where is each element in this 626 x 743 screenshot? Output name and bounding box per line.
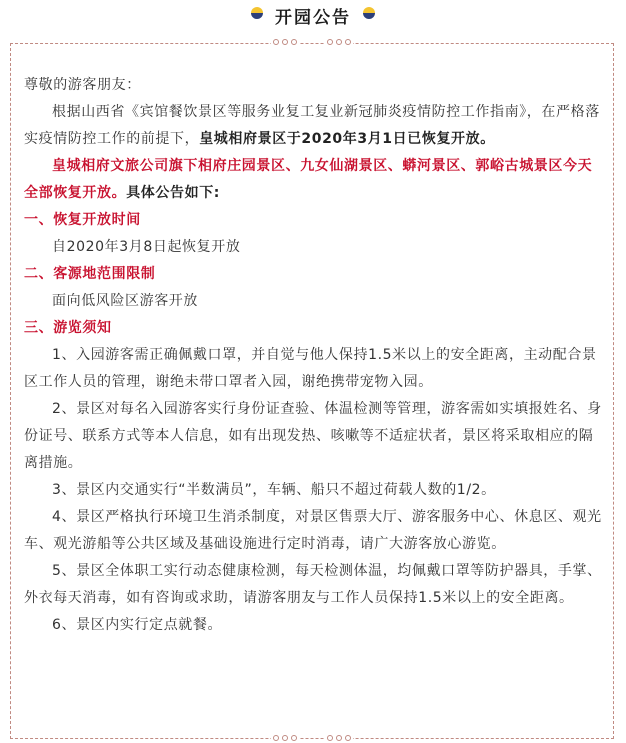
- frame-top-ornament: [11, 39, 613, 47]
- section-title-3: 三、游览须知: [24, 320, 112, 336]
- scope-highlight: 皇城相府文旅公司旗下相府庄园景区、九女仙湖景区、蟒河景区、郭峪古城景区今天全部恢复开放。: [24, 158, 593, 201]
- header-title-wrap: [247, 3, 379, 28]
- intro-text: 根据山西省《宾馆餐饮景区等服务业复工复业新冠肺炎疫情防控工作指南》，在严格落实疫情防控工作的前提下，: [24, 104, 600, 147]
- rule-item-5: 5、景区全体职工实行动态健康检测，每天检测体温，均佩戴口罩等防护器具，手掌、外衣每天消毒，如有咨询或求助，请游客朋友与工作人员保持1.5米以上的安全距离。: [24, 563, 602, 606]
- rule-item-3: 3、景区内交通实行“半数满员”，车辆、船只不超过荷载人数的1/2。: [52, 482, 496, 498]
- section-title-2: 二、客源地范围限制: [24, 266, 156, 282]
- notice-content: [24, 72, 604, 639]
- bulb-right-icon: [363, 7, 375, 19]
- notice-header: [0, 0, 626, 30]
- intro-highlight: 皇城相府景区于2020年3月1日已恢复开放。: [199, 131, 495, 147]
- scope-lead: 具体公告如下:: [126, 185, 221, 201]
- greeting: 尊敬的游客朋友：: [24, 77, 141, 93]
- ornament-dots-right: [325, 735, 353, 743]
- rule-item-4: 4、景区严格执行环境卫生消杀制度，对景区售票大厅、游客服务中心、休息区、观光车、观光游船等公共区域及基础设施进行定时消毒，请广大游客放心游览。: [24, 509, 602, 552]
- rule-item-2: 2、景区对每名入园游客实行身份证查验、体温检测等管理，游客需如实填报姓名、身份证号、联系方式等本人信息，如有出现发热、咳嗽等不适症状者，景区将采取相应的隔离措施。: [24, 401, 602, 471]
- ornament-dots-left: [271, 735, 299, 743]
- intro-paragraph: [24, 99, 604, 153]
- section-body-2: 面向低风险区游客开放: [52, 293, 198, 309]
- section-body-1: 自2020年3月8日起恢复开放: [52, 239, 241, 255]
- section-title-1: 一、恢复开放时间: [24, 212, 141, 228]
- ornament-dots-right: [325, 39, 353, 47]
- scope-paragraph: [24, 153, 604, 207]
- rule-item-1: 1、入园游客需正确佩戴口罩，并自觉与他人保持1.5米以上的安全距离，主动配合景区工作人员的管理，谢绝未带口罩者入园，谢绝携带宠物入园。: [24, 347, 597, 390]
- page-title: 开园公告: [275, 7, 351, 28]
- frame-bottom-ornament: [11, 735, 613, 743]
- bulb-left-icon: [251, 7, 263, 19]
- ornament-dots-left: [271, 39, 299, 47]
- rule-item-6: 6、景区内实行定点就餐。: [52, 617, 223, 633]
